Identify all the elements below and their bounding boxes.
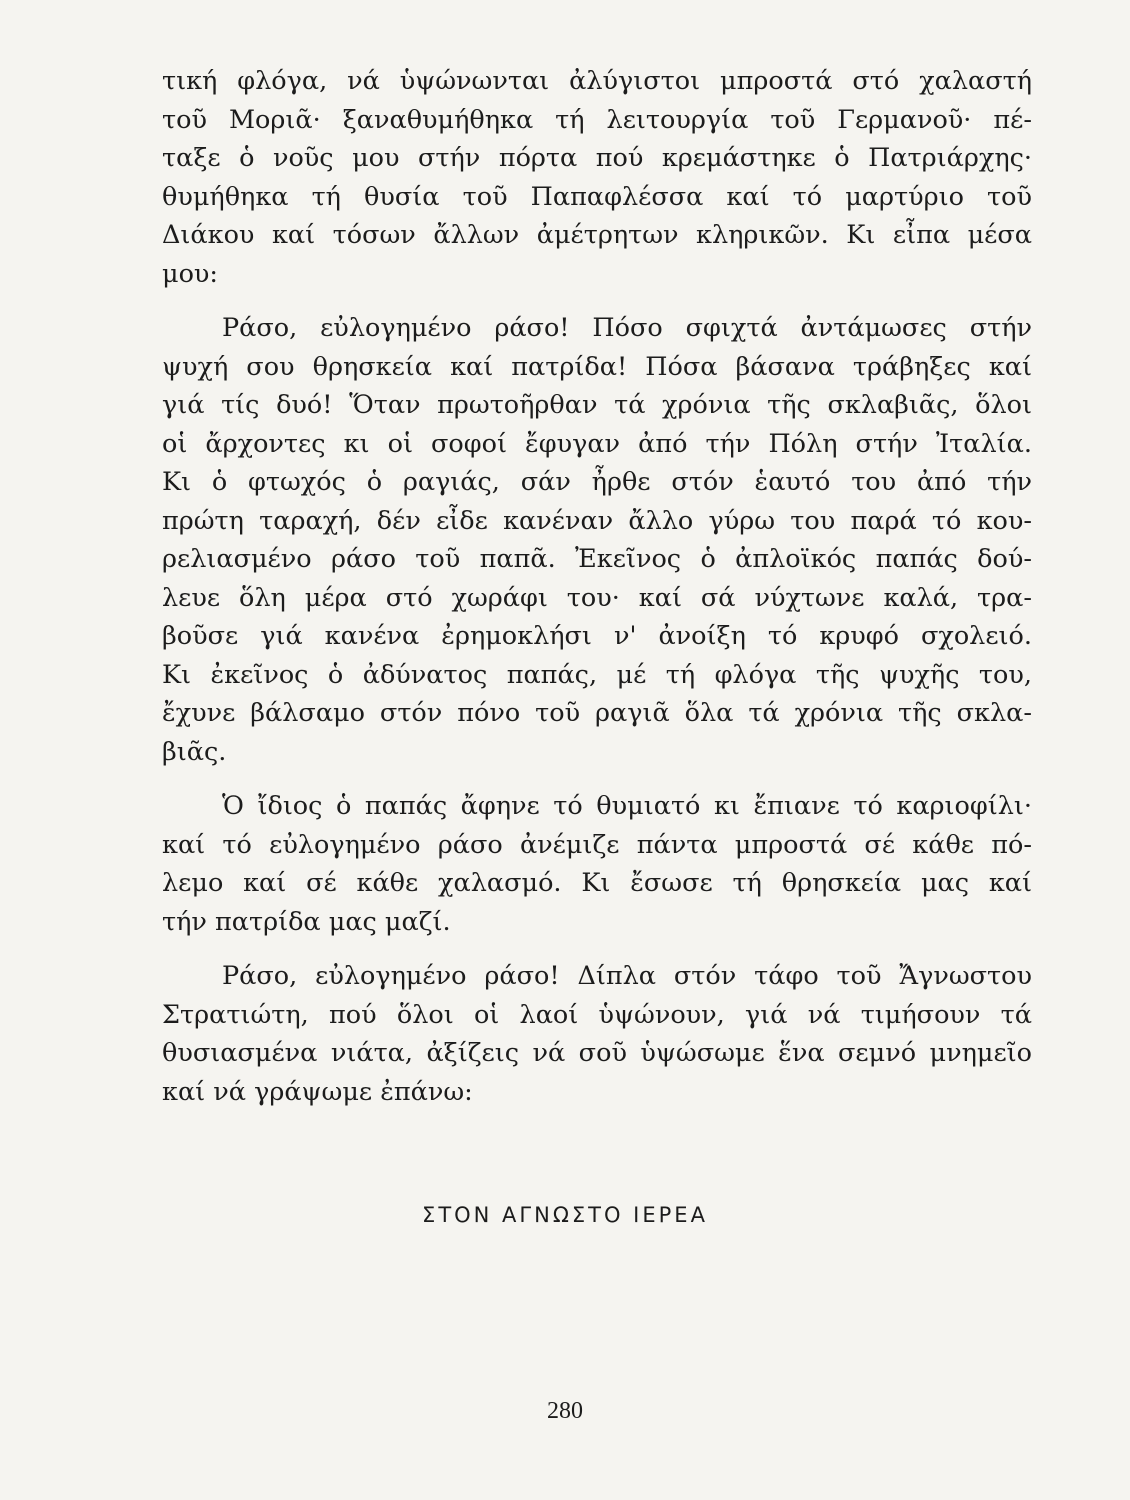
text-line: ρελιασμένο ράσο τοῦ παπᾶ. Ἐκεῖνος ὁ ἀπλοϊκός παπάς δού- bbox=[162, 544, 1032, 574]
text-line: θυμήθηκα τή θυσία τοῦ Παπαφλέσσα καί τό μαρτύριο τοῦ bbox=[162, 181, 1032, 212]
text-line: ταξε ὁ νοῦς μου στήν πόρτα πού κρεμάστηκε ὁ Πατριάρχης· bbox=[162, 143, 1032, 173]
inscription-heading: ΣΤΟΝ ΑΓΝΩΣΤΟ ΙΕΡΕΑ bbox=[422, 1203, 708, 1227]
text-line: Στρατιώτη, πού ὅλοι οἱ λαοί ὑψώνουν, γιά νά τιμήσουν τά bbox=[162, 999, 1032, 1030]
text-line: Κι ὁ φτωχός ὁ ραγιάς, σάν ἦρθε στόν ἑαυτό του ἀπό τήν bbox=[162, 467, 1032, 497]
text-line: τική φλόγα, νά ὑψώνωνται ἀλύγιστοι μπροστά στό χαλαστή bbox=[162, 66, 1032, 96]
text-line: καί τό εὐλογημένο ράσο ἀνέμιζε πάντα μπροστά σέ κάθε πό- bbox=[162, 829, 1032, 860]
text-line: Ὁ ἴδιος ὁ παπάς ἄφηνε τό θυμιατό κι ἔπιανε τό καριοφίλι· bbox=[222, 791, 1032, 821]
text-line: βοῦσε γιά κανένα ἐρημοκλήσι ν' ἀνοίξη τό κρυφό σχολειό. bbox=[162, 621, 1032, 651]
text-line: ἔχυνε βάλσαμο στόν πόνο τοῦ ραγιᾶ ὅλα τά χρόνια τῆς σκλα- bbox=[162, 698, 1032, 728]
body-text bbox=[162, 62, 1032, 1111]
text-line: Κι ἐκεῖνος ὁ ἀδύνατος παπάς, μέ τή φλόγα τῆς ψυχῆς του, bbox=[162, 659, 1032, 690]
text-line: Ράσο, εὐλογημένο ράσο! Πόσο σφιχτά ἀντάμωσες στήν bbox=[222, 313, 1032, 343]
text-line: θυσιασμένα νιάτα, ἀξίζεις νά σοῦ ὑψώσωμε ἕνα σεμνό μνημεῖο bbox=[162, 1038, 1032, 1068]
paragraph-gap bbox=[162, 771, 1032, 787]
text-line: Ράσο, εὐλογημένο ράσο! Δίπλα στόν τάφο τοῦ Ἄγνωστου bbox=[222, 961, 1032, 991]
text-line: οἱ ἄρχοντες κι οἱ σοφοί ἔφυγαν ἀπό τήν Πόλη στήν Ἰταλία. bbox=[162, 428, 1032, 459]
text-line: ψυχή σου θρησκεία καί πατρίδα! Πόσα βάσανα τράβηξες καί bbox=[162, 351, 1032, 382]
text-line: μου: bbox=[162, 258, 219, 289]
text-line: πρώτη ταραχή, δέν εἶδε κανέναν ἄλλο γύρω του παρά τό κου- bbox=[162, 505, 1032, 536]
paragraph-gap bbox=[162, 941, 1032, 957]
text-line: γιά τίς δυό! Ὅταν πρωτοῆρθαν τά χρόνια τῆς σκλαβιᾶς, ὅλοι bbox=[162, 390, 1032, 420]
text-line: τήν πατρίδα μας μαζί. bbox=[162, 906, 451, 937]
paragraph-gap bbox=[162, 293, 1032, 309]
text-line: λευε ὅλη μέρα στό χωράφι του· καί σά νύχτωνε καλά, τρα- bbox=[162, 582, 1032, 613]
page-number: 280 bbox=[547, 1398, 583, 1424]
text-line: βιᾶς. bbox=[162, 736, 227, 767]
text-line: λεμο καί σέ κάθε χαλασμό. Κι ἔσωσε τή θρησκεία μας καί bbox=[162, 868, 1032, 898]
text-line: Διάκου καί τόσων ἄλλων ἀμέτρητων κληρικῶν. Κι εἶπα μέσα bbox=[162, 220, 1032, 250]
text-line: καί νά γράψωμε ἐπάνω: bbox=[162, 1076, 473, 1107]
text-line: τοῦ Μοριᾶ· ξαναθυμήθηκα τή λειτουργία τοῦ Γερμανοῦ· πέ- bbox=[162, 104, 1032, 135]
